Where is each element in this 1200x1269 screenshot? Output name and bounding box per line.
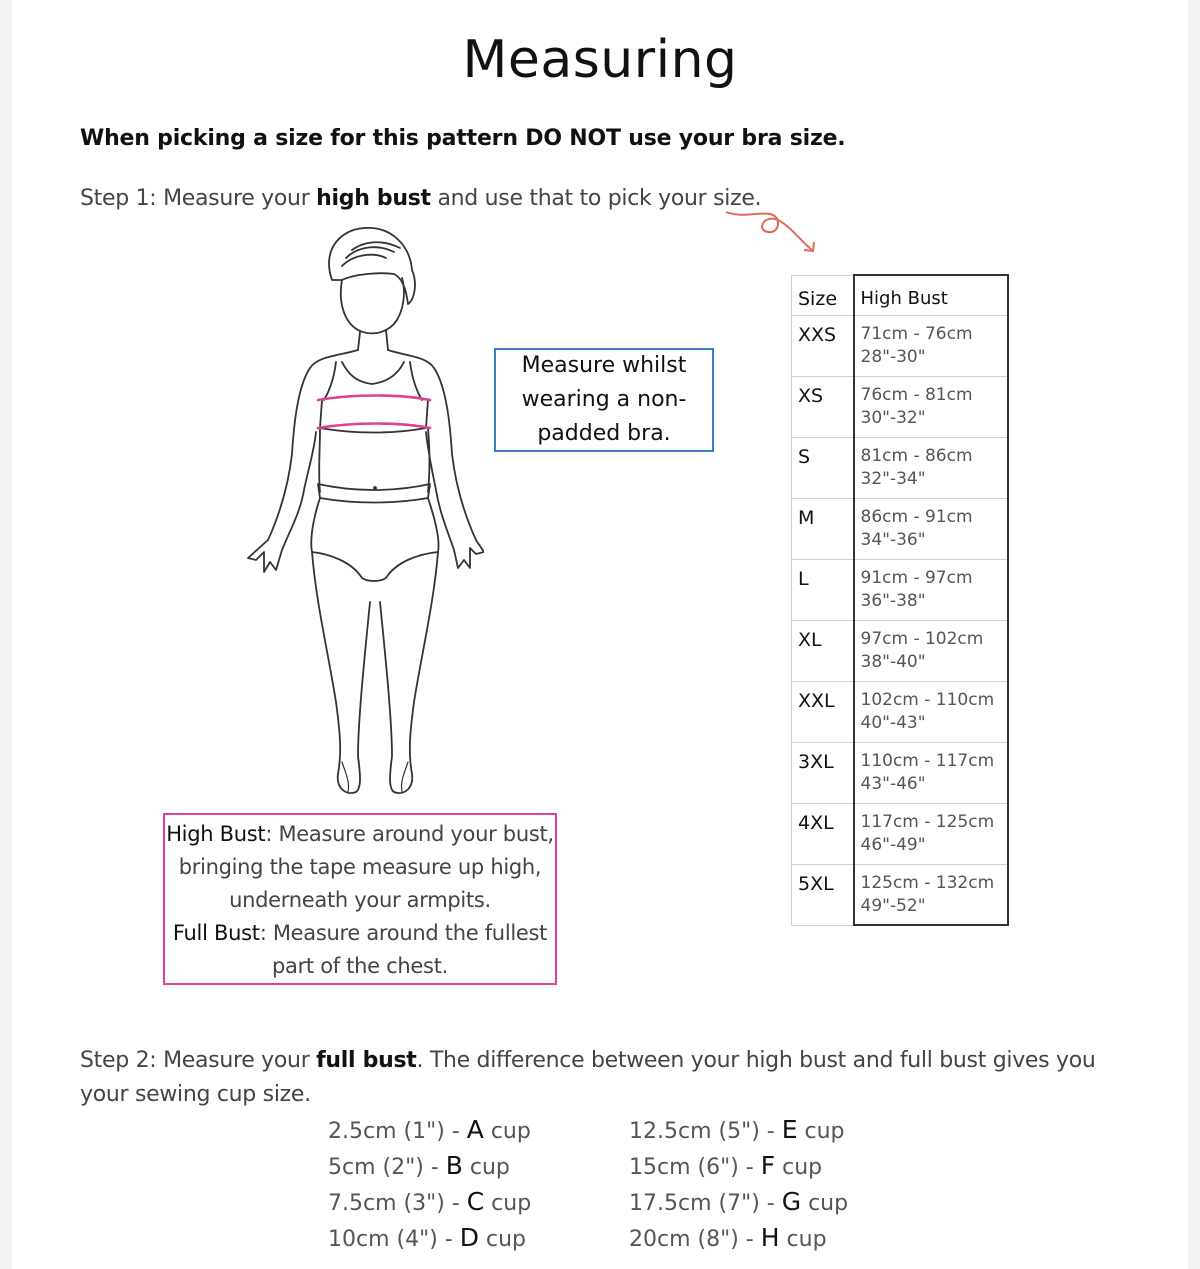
cup-measure: 17.5cm (7") -: [629, 1191, 782, 1216]
full-bust-text: : Measure around the fullest part of the chest.: [259, 921, 548, 978]
bra-size-warning: When picking a size for this pattern DO NOT use your bra size.: [80, 126, 846, 151]
step2-instruction: [80, 1044, 1110, 1112]
full-bust-label: Full Bust: [172, 921, 260, 945]
step1-instruction: [80, 186, 761, 211]
table-row: [792, 559, 1008, 620]
cup-size-item: [629, 1221, 848, 1257]
size-table-header: [792, 275, 1008, 315]
cup-size-list-right: [629, 1113, 848, 1257]
cup-measure: 10cm (4") -: [328, 1227, 460, 1252]
bust-inch: 46"-49": [860, 834, 926, 855]
high-bust-text: : Measure around your bust, bringing the tape measure up high, underneath your armpits.: [178, 822, 554, 912]
cup-measure: 15cm (6") -: [629, 1155, 761, 1180]
bust-cm: 71cm - 76cm: [860, 323, 973, 344]
bust-cell: [854, 864, 1008, 925]
size-cell: 4XL: [792, 803, 854, 864]
size-cell: M: [792, 498, 854, 559]
bust-cell: [854, 681, 1008, 742]
bust-inch: 30"-32": [860, 407, 926, 428]
size-cell: XL: [792, 620, 854, 681]
bust-inch: 43"-46": [860, 773, 926, 794]
cup-letter: E: [781, 1115, 798, 1144]
cup-measure: 5cm (2") -: [328, 1155, 446, 1180]
cup-suffix: cup: [779, 1227, 827, 1252]
cup-letter: B: [445, 1151, 463, 1180]
table-row: [792, 620, 1008, 681]
curly-arrow-icon: [724, 200, 824, 262]
cup-suffix: cup: [479, 1227, 526, 1252]
cup-measure: 2.5cm (1") -: [328, 1119, 467, 1144]
bust-inch: 36"-38": [860, 590, 926, 611]
bust-cell: [854, 559, 1008, 620]
high-bust-label: High Bust: [166, 822, 266, 846]
bust-inch: 28"-30": [860, 346, 926, 367]
table-row: [792, 376, 1008, 437]
bust-cell: [854, 620, 1008, 681]
size-cell: L: [792, 559, 854, 620]
bust-cell: [854, 498, 1008, 559]
non-padded-bra-note: Measure whilst wearing a non-padded bra.: [494, 348, 714, 452]
high-bust-header: High Bust: [854, 275, 1008, 315]
bust-cm: 91cm - 97cm: [860, 567, 973, 588]
cup-suffix: cup: [462, 1155, 510, 1180]
bust-cell: [854, 742, 1008, 803]
step1-bold: high bust: [316, 186, 431, 211]
table-row: [792, 437, 1008, 498]
measurement-instructions-box: [163, 813, 557, 985]
bust-inch: 40"-43": [860, 712, 926, 733]
size-cell: XXS: [792, 315, 854, 376]
cup-letter: G: [781, 1187, 802, 1216]
bust-inch: 32"-34": [860, 468, 926, 489]
cup-measure: 12.5cm (5") -: [629, 1119, 782, 1144]
cup-suffix: cup: [801, 1191, 849, 1216]
cup-size-item: [629, 1149, 848, 1185]
body-figure-illustration: [234, 222, 484, 807]
bust-cell: [854, 437, 1008, 498]
step2-prefix: Step 2: Measure your: [80, 1048, 317, 1073]
bust-inch: 49"-52": [860, 895, 926, 916]
step2-suffix: . The difference between your high bust and full bust gives you your sewing cup size.: [80, 1048, 1096, 1107]
cup-letter: F: [760, 1151, 776, 1180]
step2-bold: full bust: [316, 1048, 417, 1073]
size-cell: XXL: [792, 681, 854, 742]
bust-cm: 110cm - 117cm: [860, 750, 995, 771]
bust-cm: 102cm - 110cm: [860, 689, 995, 710]
table-row: [792, 803, 1008, 864]
size-header: Size: [792, 275, 854, 315]
cup-suffix: cup: [483, 1119, 531, 1144]
cup-size-list-left: [328, 1113, 531, 1257]
bust-cm: 97cm - 102cm: [860, 628, 984, 649]
cup-size-item: [328, 1221, 531, 1257]
bust-inch: 34"-36": [860, 529, 926, 550]
cup-size-item: [629, 1185, 848, 1221]
bust-cm: 117cm - 125cm: [860, 811, 995, 832]
size-chart-table: [791, 274, 1009, 926]
bust-inch: 38"-40": [860, 651, 926, 672]
cup-size-item: [328, 1113, 531, 1149]
step1-prefix: Step 1: Measure your: [80, 186, 317, 211]
bust-cm: 86cm - 91cm: [860, 506, 973, 527]
table-row: [792, 681, 1008, 742]
cup-size-item: [629, 1113, 848, 1149]
size-cell: XS: [792, 376, 854, 437]
size-cell: 3XL: [792, 742, 854, 803]
table-row: [792, 742, 1008, 803]
cup-measure: 7.5cm (3") -: [328, 1191, 467, 1216]
bust-cell: [854, 376, 1008, 437]
table-row: [792, 498, 1008, 559]
size-cell: 5XL: [792, 864, 854, 925]
bust-cell: [854, 315, 1008, 376]
cup-letter: H: [760, 1223, 780, 1252]
bust-cm: 76cm - 81cm: [860, 384, 973, 405]
step1-suffix: and use that to pick your size.: [430, 186, 762, 211]
table-row: [792, 315, 1008, 376]
bust-cm: 81cm - 86cm: [860, 445, 973, 466]
cup-size-item: [328, 1149, 531, 1185]
cup-measure: 20cm (8") -: [629, 1227, 761, 1252]
cup-letter: D: [459, 1223, 479, 1252]
document-page: [12, 0, 1188, 1269]
size-cell: S: [792, 437, 854, 498]
cup-suffix: cup: [797, 1119, 845, 1144]
cup-suffix: cup: [775, 1155, 823, 1180]
cup-suffix: cup: [484, 1191, 532, 1216]
cup-size-item: [328, 1185, 531, 1221]
bust-cell: [854, 803, 1008, 864]
bust-cm: 125cm - 132cm: [860, 872, 995, 893]
table-row: [792, 864, 1008, 925]
cup-letter: A: [466, 1115, 484, 1144]
cup-letter: C: [466, 1187, 485, 1216]
page-title: Measuring: [462, 30, 738, 90]
